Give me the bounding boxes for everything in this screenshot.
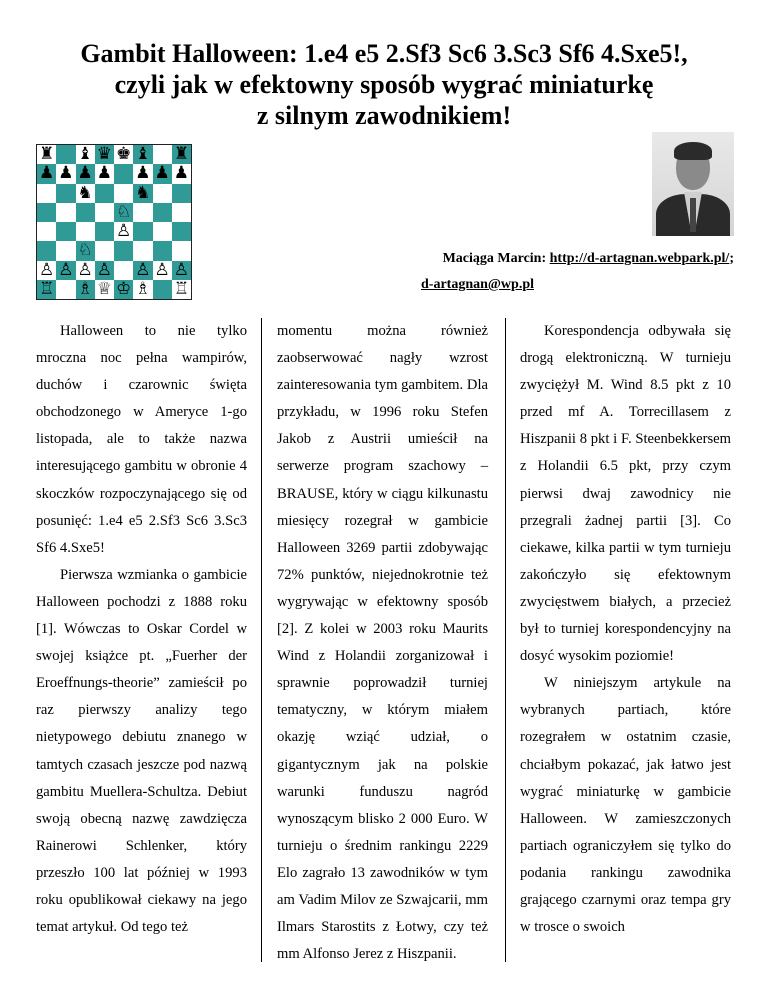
chess-piece: ♞ — [135, 182, 151, 203]
board-square-e8 — [114, 145, 133, 164]
chess-piece: ♙ — [58, 259, 74, 280]
board-square-f4 — [133, 222, 152, 241]
title-line-1: Gambit Halloween: 1.e4 e5 2.Sf3 Sc6 3.Sc3 Sf6 4.Sxe5!, — [80, 39, 688, 68]
chess-piece: ♘ — [116, 201, 132, 222]
chess-piece: ♕ — [96, 278, 112, 299]
text-column-3 — [520, 318, 731, 941]
board-square-d4 — [95, 222, 114, 241]
chess-piece: ♗ — [77, 278, 93, 299]
chess-piece: ♙ — [154, 259, 170, 280]
chess-piece: ♙ — [135, 259, 151, 280]
chess-piece: ♙ — [173, 259, 189, 280]
board-square-c3 — [76, 241, 95, 260]
board-square-f6 — [133, 184, 152, 203]
board-square-g7 — [153, 164, 172, 183]
board-square-f7 — [133, 164, 152, 183]
board-square-d8 — [95, 145, 114, 164]
board-square-h6 — [172, 184, 191, 203]
board-square-e4 — [114, 222, 133, 241]
board-square-f5 — [133, 203, 152, 222]
board-square-a5 — [37, 203, 56, 222]
board-square-e2 — [114, 261, 133, 280]
board-square-d3 — [95, 241, 114, 260]
board-square-d6 — [95, 184, 114, 203]
paragraph: W niniejszym artykule na wybranych partiach, które rozegrałem w ostatnim czasie, chciałbym pokazać, jak łatwo jest wygrać miniaturkę w gambicie Halloween. W zamieszczonych partiach ograniczyłem się tylko do podania rankingu zawodnika grającego czarnymi oraz tempa gry w trosce o swoich — [520, 675, 731, 936]
author-line — [443, 251, 734, 267]
board-square-b2 — [56, 261, 75, 280]
board-square-h2 — [172, 261, 191, 280]
article-title — [30, 38, 738, 131]
board-square-g3 — [153, 241, 172, 260]
title-line-3: z silnym zawodnikiem! — [256, 101, 512, 130]
board-square-f2 — [133, 261, 152, 280]
chess-piece: ♞ — [77, 182, 93, 203]
board-square-a1 — [37, 280, 56, 299]
board-square-a8 — [37, 145, 56, 164]
board-square-e1 — [114, 280, 133, 299]
chess-piece: ♙ — [116, 221, 132, 242]
board-square-g6 — [153, 184, 172, 203]
paragraph: momentu można również zaobserwować nagły wzrost zainteresowania tym gambitem. Dla przykładu, w 1996 roku Stefen Jakob z Austrii umieścił na serwerze program szachowy – BRAUSE, który w ciągu kilkunastu miesięcy rozegrał w gambicie Halloween 3269 partii zdobywając 72% punktów, niejednokrotnie też wygrywając w efektowny sposób [2]. Z kolei w 2003 roku Maurits Wind z Holandii zorganizował i sprawnie poprowadził turniej tematyczny, w którym miałem okazję wziąć udział, o gigantycznym jak na polskie warunki funduszu nagród wynoszącym blisko 2 000 Euro. W turnieju o średnim rankingu 2229 Elo zagrało 13 zawodników w tym am Vadim Milov ze Szwajcarii, mm Ilmars Starostits z Łotwy, czy też mm Alfonso Jerez z Hiszpanii. — [277, 323, 488, 963]
board-square-a3 — [37, 241, 56, 260]
board-square-b8 — [56, 145, 75, 164]
column-divider — [505, 318, 506, 962]
board-square-b3 — [56, 241, 75, 260]
chess-piece: ♟ — [135, 163, 151, 184]
board-square-h1 — [172, 280, 191, 299]
chess-piece: ♛ — [96, 144, 112, 165]
chess-piece: ♝ — [135, 144, 151, 165]
board-square-a4 — [37, 222, 56, 241]
board-square-b5 — [56, 203, 75, 222]
board-square-h4 — [172, 222, 191, 241]
board-square-h3 — [172, 241, 191, 260]
board-square-a6 — [37, 184, 56, 203]
author-website-suffix: ; — [729, 251, 734, 266]
paragraph: Halloween to nie tylko mroczna noc pełna wampirów, duchów i czarownic święta obchodzonego w Ameryce 1-go listopada, ale to także nazwa interesującego gambitu w obronie 4 skoczków rozpoczynającego się od posunięć: 1.e4 e5 2.Sf3 Sc6 3.Sc3 Sf6 4.Sxe5! — [36, 323, 247, 556]
board-square-c7 — [76, 164, 95, 183]
paragraph: Pierwsza wzmianka o gambicie Halloween pochodzi z 1888 roku [1]. Wówczas to Oskar Cordel w swojej książce pt. „Fuerher der Eroeffnungs-theorie” zamieścił po raz pierwszy analizy tego nietypowego debiutu znanego w tamtych czasach jeszcze pod nazwą gambitu Muellera-Schultza. Debiut swoją obecną nazwę zawdzięcza Rainerowi Schlenker, który przeszło 100 lat później w 1993 roku opublikował ciekawy na jego temat artykuł. Od tego też — [36, 566, 247, 936]
board-square-c1 — [76, 280, 95, 299]
chess-piece: ♟ — [173, 163, 189, 184]
board-square-f3 — [133, 241, 152, 260]
board-square-h7 — [172, 164, 191, 183]
board-square-a2 — [37, 261, 56, 280]
chess-piece: ♙ — [96, 259, 112, 280]
author-email-line — [421, 277, 534, 293]
chess-piece: ♜ — [39, 144, 55, 165]
board-square-e3 — [114, 241, 133, 260]
chess-board-diagram — [36, 144, 192, 300]
board-square-d1 — [95, 280, 114, 299]
author-email-link[interactable]: d-artagnan@wp.pl — [421, 277, 534, 292]
board-square-b6 — [56, 184, 75, 203]
chess-piece: ♟ — [39, 163, 55, 184]
chess-piece: ♟ — [154, 163, 170, 184]
board-square-e5 — [114, 203, 133, 222]
author-name: Maciąga Marcin: — [442, 251, 550, 266]
chess-piece: ♙ — [77, 259, 93, 280]
chess-piece: ♖ — [173, 278, 189, 299]
chess-piece: ♔ — [116, 278, 132, 299]
board-square-h8 — [172, 145, 191, 164]
board-square-c6 — [76, 184, 95, 203]
chess-piece: ♟ — [58, 163, 74, 184]
chess-piece: ♖ — [39, 278, 55, 299]
chess-piece: ♟ — [96, 163, 112, 184]
board-square-g8 — [153, 145, 172, 164]
board-square-h5 — [172, 203, 191, 222]
chess-piece: ♗ — [135, 278, 151, 299]
board-square-f8 — [133, 145, 152, 164]
board-square-d7 — [95, 164, 114, 183]
author-website-link[interactable]: http://d-artagnan.webpark.pl/ — [549, 251, 730, 266]
board-square-d2 — [95, 261, 114, 280]
board-square-b1 — [56, 280, 75, 299]
chess-piece: ♟ — [77, 163, 93, 184]
chess-piece: ♜ — [173, 144, 189, 165]
board-square-e6 — [114, 184, 133, 203]
board-square-f1 — [133, 280, 152, 299]
board-square-g5 — [153, 203, 172, 222]
title-line-2: czyli jak w efektowny sposób wygrać miniaturkę — [114, 70, 654, 99]
board-square-g1 — [153, 280, 172, 299]
board-square-d5 — [95, 203, 114, 222]
chess-piece: ♙ — [39, 259, 55, 280]
board-square-a7 — [37, 164, 56, 183]
board-square-c4 — [76, 222, 95, 241]
board-square-e7 — [114, 164, 133, 183]
column-divider — [261, 318, 262, 962]
board-square-g2 — [153, 261, 172, 280]
board-square-b7 — [56, 164, 75, 183]
text-column-2 — [277, 318, 488, 968]
board-square-c5 — [76, 203, 95, 222]
author-photo — [652, 132, 734, 236]
chess-piece: ♚ — [116, 144, 132, 165]
board-square-c2 — [76, 261, 95, 280]
paragraph: Korespondencja odbywała się drogą elektroniczną. W turnieju zwyciężył M. Wind 8.5 pkt z 10 przed mf A. Torrecillasem z Hiszpanii 8 pkt i F. Steenbekkersem z Holandii 6.5 pkt, przy czym pierwsi dwaj zawodnicy nie przegrali żadnej partii [3]. Co ciekawe, kilka partii w tym turnieju zakończyło się efektownym zwycięstwem białych, a przecież był to turniej korespondencyjny na dosyć wysokim poziomie! — [520, 323, 731, 665]
chess-piece: ♘ — [77, 240, 93, 261]
board-square-c8 — [76, 145, 95, 164]
chess-piece: ♝ — [77, 144, 93, 165]
board-square-b4 — [56, 222, 75, 241]
text-column-1 — [36, 318, 247, 941]
board-square-g4 — [153, 222, 172, 241]
